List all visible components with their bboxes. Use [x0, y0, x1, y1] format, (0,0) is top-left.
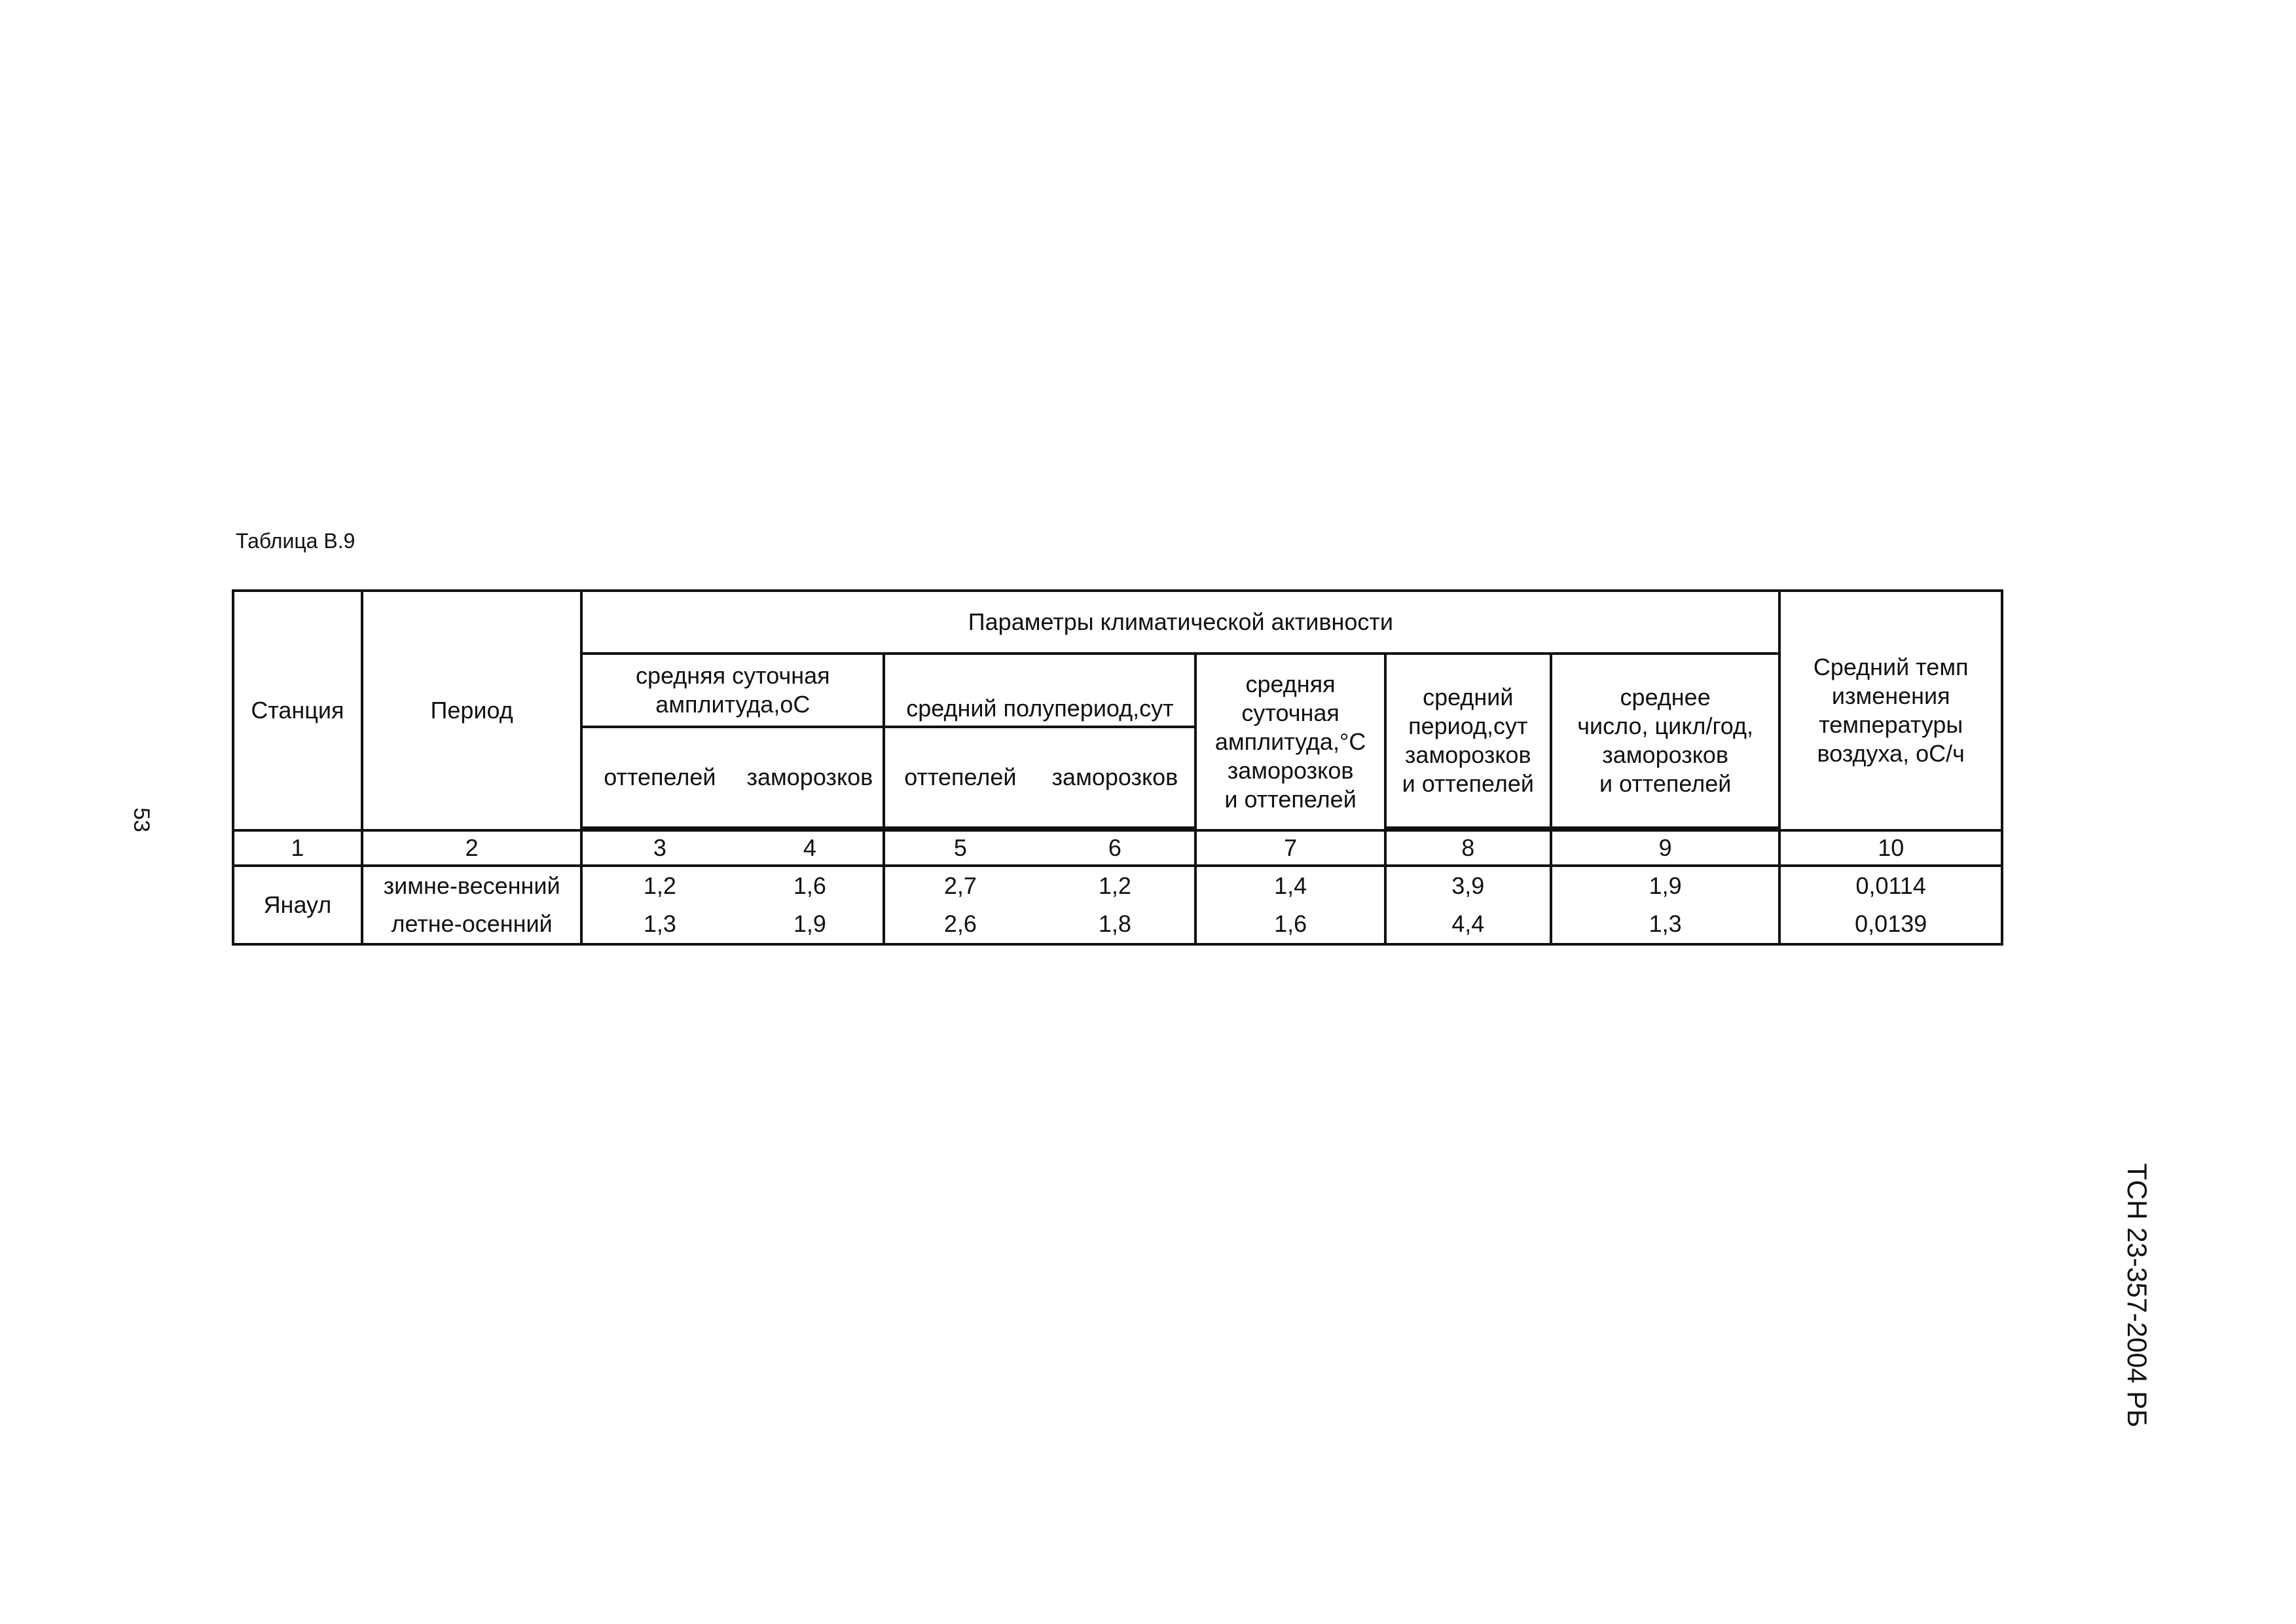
header-amplitude-frost-label: заморозков	[746, 764, 873, 790]
header-cycle-count-line: и оттепелей	[1599, 770, 1732, 797]
column-number: 7	[1195, 830, 1385, 866]
station-name: Янаул	[233, 866, 362, 944]
value-cell: 3,9	[1385, 866, 1551, 905]
value-cell: 1,9	[737, 905, 884, 944]
header-frost-thaw-amplitude	[1195, 654, 1385, 830]
climate-activity-table	[232, 589, 2003, 946]
value-cell: 1,2	[581, 866, 737, 905]
header-frost-thaw-amplitude-line: заморозков	[1227, 757, 1354, 784]
header-temperature-rate-line: Средний темп	[1813, 654, 1969, 680]
value-cell: 1,4	[1195, 866, 1385, 905]
header-frost-thaw-amplitude-line: и оттепелей	[1224, 786, 1357, 813]
value-cell: 1,8	[1035, 905, 1195, 944]
column-number: 1	[233, 830, 362, 866]
header-frost-thaw-amplitude-line: средняя	[1245, 671, 1336, 697]
value-cell: 4,4	[1385, 905, 1551, 944]
header-daily-amplitude-line: амплитуда,оС	[655, 691, 811, 718]
column-number: 10	[1779, 830, 2002, 866]
value-cell: 0,0139	[1779, 905, 2002, 944]
header-daily-amplitude-line: средняя суточная	[636, 662, 830, 689]
header-frost-thaw-amplitude-line: суточная	[1241, 699, 1339, 726]
header-cycle-count-line: среднее	[1620, 684, 1711, 710]
value-cell: 1,6	[1195, 905, 1385, 944]
header-temperature-rate	[1779, 591, 2002, 830]
header-cycle-count-line: число, цикл/год,	[1577, 712, 1754, 739]
header-amplitude-thaw-label: оттепелей	[604, 764, 716, 790]
header-frost-thaw-period-line: средний	[1423, 684, 1514, 710]
column-number: 8	[1385, 830, 1551, 866]
header-half-period-frost-label: заморозков	[1051, 764, 1178, 790]
document-code: ТСН 23-357-2004 РБ	[2122, 1163, 2153, 1428]
header-half-period-thaw-label: оттепелей	[904, 764, 1017, 790]
value-cell: 0,0114	[1779, 866, 2002, 905]
header-frost-thaw-amplitude-line: амплитуда,°С	[1214, 728, 1366, 755]
header-group-title-label: Параметры климатической активности	[968, 608, 1393, 635]
table-row	[233, 905, 2002, 944]
header-frost-thaw-period	[1385, 654, 1551, 828]
header-temperature-rate-line: изменения	[1831, 682, 1950, 709]
header-frost-thaw-period-line: и оттепелей	[1402, 770, 1534, 797]
header-daily-amplitude	[581, 654, 884, 727]
table-caption: Таблица В.9	[236, 529, 355, 553]
value-cell: 1,2	[1035, 866, 1195, 905]
value-cell: 2,7	[884, 866, 1035, 905]
column-number: 9	[1551, 830, 1780, 866]
header-amplitude-thaw	[581, 727, 737, 828]
table-row	[233, 866, 2002, 905]
header-temperature-rate-line: температуры	[1819, 711, 1963, 738]
header-station-label: Станция	[251, 697, 344, 724]
header-group-title	[581, 591, 1779, 654]
column-number: 3	[581, 830, 737, 866]
header-cycle-count	[1551, 654, 1780, 828]
period-name: летне-осенний	[362, 905, 581, 944]
header-frost-thaw-period-line: период,сут	[1408, 712, 1528, 739]
header-period	[362, 591, 581, 830]
header-half-period	[884, 654, 1195, 727]
header-frost-thaw-period-line: заморозков	[1404, 741, 1531, 768]
column-number: 4	[737, 830, 884, 866]
value-cell: 1,6	[737, 866, 884, 905]
header-amplitude-frost	[737, 727, 884, 828]
value-cell: 2,6	[884, 905, 1035, 944]
column-number: 6	[1035, 830, 1195, 866]
page-number: 53	[129, 807, 154, 832]
value-cell: 1,3	[581, 905, 737, 944]
header-half-period-label: средний полупериод,сут	[906, 695, 1174, 722]
header-station	[233, 591, 362, 830]
column-number: 5	[884, 830, 1035, 866]
header-half-period-thaw	[884, 727, 1035, 828]
header-temperature-rate-line: воздуха, оС/ч	[1817, 740, 1965, 767]
header-cycle-count-line: заморозков	[1602, 741, 1729, 768]
period-name: зимне-весенний	[362, 866, 581, 905]
header-half-period-frost	[1035, 727, 1195, 828]
column-number: 2	[362, 830, 581, 866]
value-cell: 1,9	[1551, 866, 1780, 905]
header-period-label: Период	[430, 697, 513, 724]
value-cell: 1,3	[1551, 905, 1780, 944]
